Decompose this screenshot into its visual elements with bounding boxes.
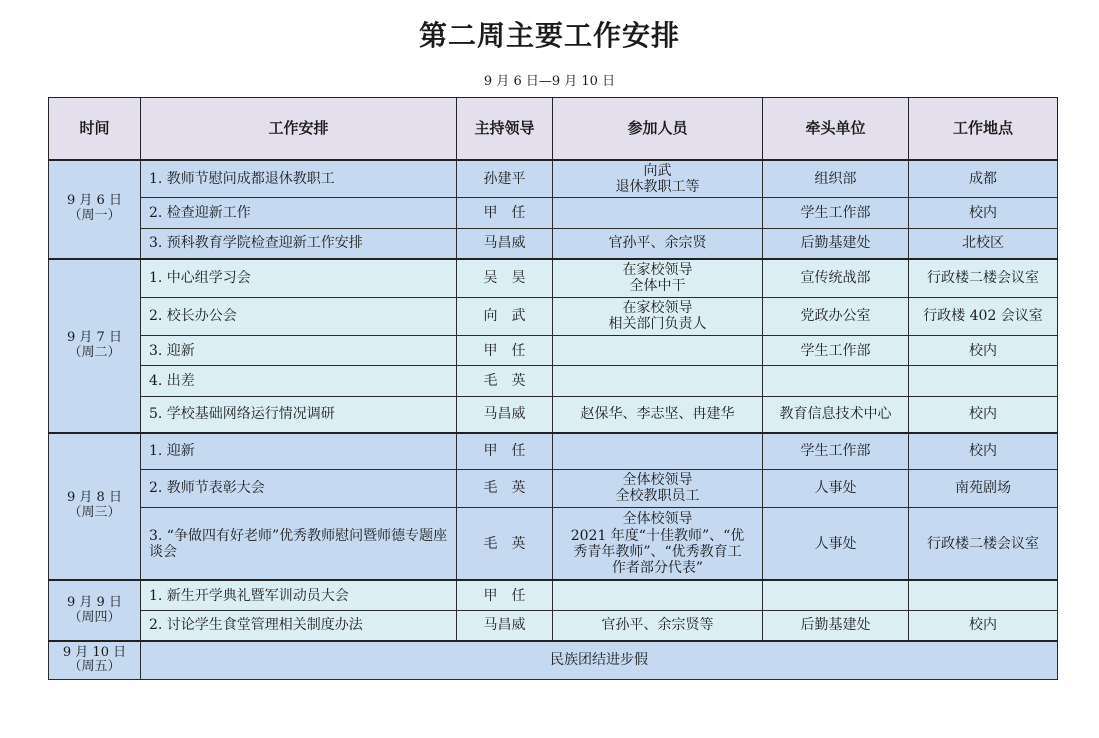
holiday-note: 民族团结进步假 bbox=[141, 641, 1058, 680]
task-cell: 2. 校长办公会 bbox=[141, 297, 457, 335]
participant-line: 作者部分代表” bbox=[611, 559, 704, 576]
date-cell bbox=[49, 641, 141, 680]
lead-unit-cell: 教育信息技术中心 bbox=[763, 396, 909, 432]
table-row bbox=[49, 641, 1058, 680]
host-cell: 甲 任 bbox=[457, 433, 553, 469]
weekday-label: （周四） bbox=[68, 609, 121, 625]
lead-unit-cell: 人事处 bbox=[763, 507, 909, 580]
task-cell: 1. 新生开学典礼暨军训动员大会 bbox=[141, 580, 457, 610]
task-cell: 1. 教师节慰问成都退休教职工 bbox=[141, 160, 457, 198]
table-row bbox=[49, 469, 1058, 507]
task-cell: 4. 出差 bbox=[141, 366, 457, 396]
location-cell bbox=[909, 580, 1058, 610]
host-cell: 孙建平 bbox=[457, 160, 553, 198]
participant-line: 相关部门负责人 bbox=[608, 316, 707, 333]
participants-cell bbox=[553, 228, 763, 258]
host-cell: 甲 任 bbox=[457, 198, 553, 228]
page-title: 第二周主要工作安排 bbox=[418, 19, 680, 52]
participant-line: 赵保华、李志坚、冉建华 bbox=[580, 406, 735, 423]
table-row bbox=[49, 507, 1058, 580]
table-row bbox=[49, 580, 1058, 610]
participant-line: 官孙平、余宗贤 bbox=[608, 235, 707, 252]
participant-line: 在家校领导 bbox=[622, 300, 693, 317]
date-label: 9 月 9 日 bbox=[67, 594, 122, 610]
lead-unit-cell: 学生工作部 bbox=[763, 433, 909, 469]
header-task: 工作安排 bbox=[141, 98, 457, 160]
header-participants: 参加人员 bbox=[553, 98, 763, 160]
participants-cell bbox=[553, 433, 763, 469]
host-cell: 甲 任 bbox=[457, 336, 553, 366]
lead-unit-cell: 党政办公室 bbox=[763, 297, 909, 335]
participant-line: 全体中干 bbox=[629, 278, 686, 295]
lead-unit-cell: 组织部 bbox=[763, 160, 909, 198]
task-cell: 3. 迎新 bbox=[141, 336, 457, 366]
host-cell: 向 武 bbox=[457, 297, 553, 335]
location-cell bbox=[909, 366, 1058, 396]
date-label: 9 月 7 日 bbox=[67, 329, 122, 345]
table-row bbox=[49, 198, 1058, 228]
participants-cell bbox=[553, 259, 763, 297]
task-cell: 3. 预科教育学院检查迎新工作安排 bbox=[141, 228, 457, 258]
host-cell: 吴 昊 bbox=[457, 259, 553, 297]
host-cell: 马昌威 bbox=[457, 611, 553, 641]
lead-unit-cell: 学生工作部 bbox=[763, 336, 909, 366]
task-cell: 3. “争做四有好老师”优秀教师慰问暨师德专题座谈会 bbox=[141, 507, 457, 580]
location-cell: 校内 bbox=[909, 396, 1058, 432]
date-label: 9 月 10 日 bbox=[62, 644, 127, 660]
header-row bbox=[49, 98, 1058, 160]
date-cell bbox=[49, 160, 141, 259]
lead-unit-cell: 学生工作部 bbox=[763, 198, 909, 228]
header-host: 主持领导 bbox=[457, 98, 553, 160]
location-cell: 行政楼二楼会议室 bbox=[909, 507, 1058, 580]
date-label: 9 月 6 日 bbox=[67, 193, 122, 209]
location-cell: 行政楼二楼会议室 bbox=[909, 259, 1058, 297]
header-time: 时间 bbox=[49, 98, 141, 160]
participants-cell bbox=[553, 297, 763, 335]
lead-unit-cell: 后勤基建处 bbox=[763, 611, 909, 641]
location-cell: 北校区 bbox=[909, 228, 1058, 258]
task-cell: 2. 讨论学生食堂管理相关制度办法 bbox=[141, 611, 457, 641]
task-cell: 2. 教师节表彰大会 bbox=[141, 469, 457, 507]
participants-cell bbox=[553, 198, 763, 228]
header-location: 工作地点 bbox=[909, 98, 1058, 160]
date-range: 9 月 6 日—9 月 10 日 bbox=[483, 74, 616, 89]
table-row bbox=[49, 396, 1058, 432]
table-row bbox=[49, 366, 1058, 396]
date-cell bbox=[49, 433, 141, 581]
location-cell: 校内 bbox=[909, 198, 1058, 228]
host-cell: 毛 英 bbox=[457, 469, 553, 507]
weekday-label: （周三） bbox=[68, 505, 121, 521]
task-cell: 1. 中心组学习会 bbox=[141, 259, 457, 297]
task-cell: 2. 检查迎新工作 bbox=[141, 198, 457, 228]
location-cell: 成都 bbox=[909, 160, 1058, 198]
participant-line: 向武 bbox=[643, 162, 672, 179]
schedule-body bbox=[49, 160, 1058, 680]
participant-line: 全体校领导 bbox=[622, 511, 693, 528]
table-row bbox=[49, 297, 1058, 335]
host-cell: 马昌威 bbox=[457, 228, 553, 258]
participants-cell bbox=[553, 396, 763, 432]
participants-cell bbox=[553, 160, 763, 198]
date-label: 9 月 8 日 bbox=[67, 490, 122, 506]
weekday-label: （周一） bbox=[68, 208, 121, 224]
location-cell: 校内 bbox=[909, 336, 1058, 366]
participants-cell bbox=[553, 366, 763, 396]
weekday-label: （周五） bbox=[68, 659, 121, 675]
host-cell: 毛 英 bbox=[457, 366, 553, 396]
participants-cell bbox=[553, 611, 763, 641]
participants-cell bbox=[553, 507, 763, 580]
host-cell: 毛 英 bbox=[457, 507, 553, 580]
participant-line: 2021 年度“十佳教师”、“优 bbox=[570, 527, 745, 544]
header-lead-unit: 牵头单位 bbox=[763, 98, 909, 160]
location-cell: 南苑剧场 bbox=[909, 469, 1058, 507]
lead-unit-cell: 后勤基建处 bbox=[763, 228, 909, 258]
participant-line: 全校教职员工 bbox=[615, 488, 700, 505]
lead-unit-cell bbox=[763, 366, 909, 396]
date-cell bbox=[49, 259, 141, 433]
participant-line: 退休教职工等 bbox=[615, 178, 700, 195]
lead-unit-cell bbox=[763, 580, 909, 610]
schedule-table bbox=[48, 97, 1058, 680]
participants-cell bbox=[553, 580, 763, 610]
table-row bbox=[49, 160, 1058, 198]
weekday-label: （周二） bbox=[68, 344, 121, 360]
lead-unit-cell: 宣传统战部 bbox=[763, 259, 909, 297]
participant-line: 秀青年教师”、“优秀教育工 bbox=[573, 543, 742, 560]
task-cell: 1. 迎新 bbox=[141, 433, 457, 469]
location-cell: 校内 bbox=[909, 433, 1058, 469]
host-cell: 甲 任 bbox=[457, 580, 553, 610]
table-row bbox=[49, 433, 1058, 469]
host-cell: 马昌威 bbox=[457, 396, 553, 432]
table-row bbox=[49, 336, 1058, 366]
participants-cell bbox=[553, 336, 763, 366]
location-cell: 校内 bbox=[909, 611, 1058, 641]
lead-unit-cell: 人事处 bbox=[763, 469, 909, 507]
participant-line: 全体校领导 bbox=[622, 472, 693, 489]
participant-line: 在家校领导 bbox=[622, 262, 693, 278]
participants-cell bbox=[553, 469, 763, 507]
location-cell: 行政楼 402 会议室 bbox=[909, 297, 1058, 335]
participant-line: 官孙平、余宗贤等 bbox=[601, 617, 714, 634]
table-row bbox=[49, 259, 1058, 297]
task-cell: 5. 学校基础网络运行情况调研 bbox=[141, 396, 457, 432]
table-row bbox=[49, 228, 1058, 258]
table-row bbox=[49, 611, 1058, 641]
date-cell bbox=[49, 580, 141, 641]
